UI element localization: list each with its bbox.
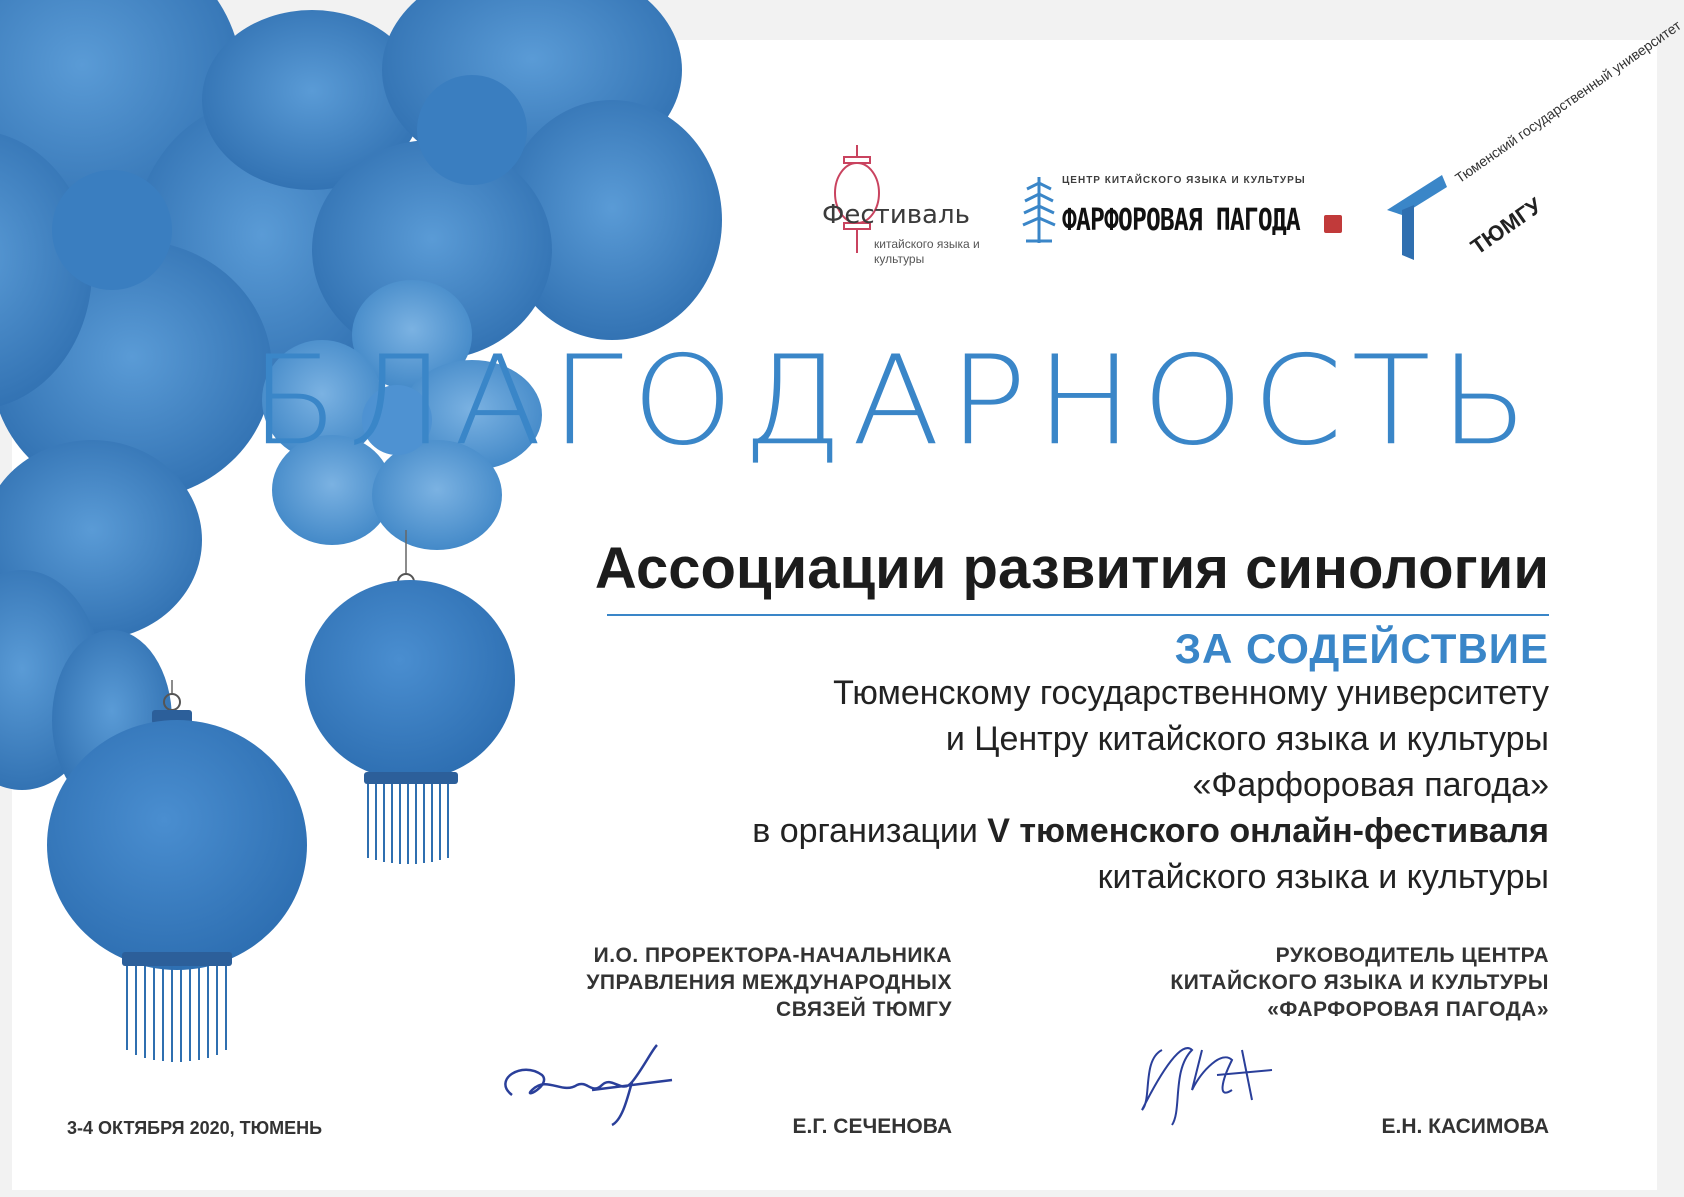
pagoda-logo-caption: ЦЕНТР КИТАЙСКОГО ЯЗЫКА И КУЛЬТУРЫ (1062, 175, 1306, 186)
partner-logos (802, 17, 1684, 285)
pagoda-logo-name: ФАРФОРОВАЯ ПАГОДА (1062, 203, 1300, 238)
left-signatory-name: Е.Г. СЕЧЕНОВА (792, 1115, 952, 1138)
right-title-line-1: РУКОВОДИТЕЛЬ ЦЕНТРА (1275, 944, 1549, 967)
left-title-line-2: УПРАВЛЕНИЯ МЕЖДУНАРОДНЫХ (586, 971, 952, 994)
body-line-4 (752, 808, 1549, 854)
festival-logo-title: Фестиваль (822, 200, 970, 230)
festival-logo-subtitle: китайского языка и культуры (874, 237, 980, 266)
lantern-right (305, 530, 515, 864)
body-line-1: Тюменскому государственному университету (833, 674, 1549, 712)
award-reason: ЗА СОДЕЙСТВИЕ (1174, 625, 1549, 672)
certificate-body (752, 670, 1549, 900)
right-signatory-title (1170, 942, 1549, 1023)
certificate-sheet (12, 17, 1684, 1190)
right-title-line-3: «ФАРФОРОВАЯ ПАГОДА» (1267, 998, 1549, 1021)
right-title-line-2: КИТАЙСКОГО ЯЗЫКА И КУЛЬТУРЫ (1170, 971, 1549, 994)
festival-logo (812, 145, 1012, 265)
recipient-name: Ассоциации развития синологии (594, 536, 1549, 601)
body-line-2: и Центру китайского языка и культуры (945, 720, 1549, 758)
right-signatory-name: Е.Н. КАСИМОВА (1381, 1115, 1549, 1138)
red-seal-icon (1324, 215, 1342, 233)
recipient-underline (607, 614, 1549, 616)
body-line-4-prefix: в организации (752, 812, 988, 850)
left-signatory-title (586, 942, 952, 1023)
left-title-line-3: СВЯЗЕЙ ТЮМГУ (776, 998, 952, 1021)
pagoda-center-logo (1022, 175, 1352, 265)
pagoda-icon (1022, 175, 1056, 245)
certificate-title: БЛАГОДАРНОСТЬ (249, 330, 1537, 473)
tyumen-university-logo (1382, 17, 1684, 285)
body-line-5: китайского языка и культуры (1097, 858, 1549, 896)
tsu-mark-icon (1382, 165, 1462, 265)
body-line-3: «Фарфоровая пагода» (1192, 766, 1549, 804)
body-line-4-bold: V тюменского онлайн-фестиваля (987, 812, 1549, 850)
tsu-logo-text: Тюменский государственный университет (1452, 17, 1684, 187)
tsu-logo-abbr: ТЮМГУ (1466, 192, 1547, 260)
event-date-location: 3-4 ОКТЯБРЯ 2020, ТЮМЕНЬ (67, 1118, 323, 1138)
right-signature (1122, 1030, 1302, 1130)
left-signature (482, 1040, 682, 1130)
left-title-line-1: И.О. ПРОРЕКТОРА-НАЧАЛЬНИКА (593, 944, 952, 967)
